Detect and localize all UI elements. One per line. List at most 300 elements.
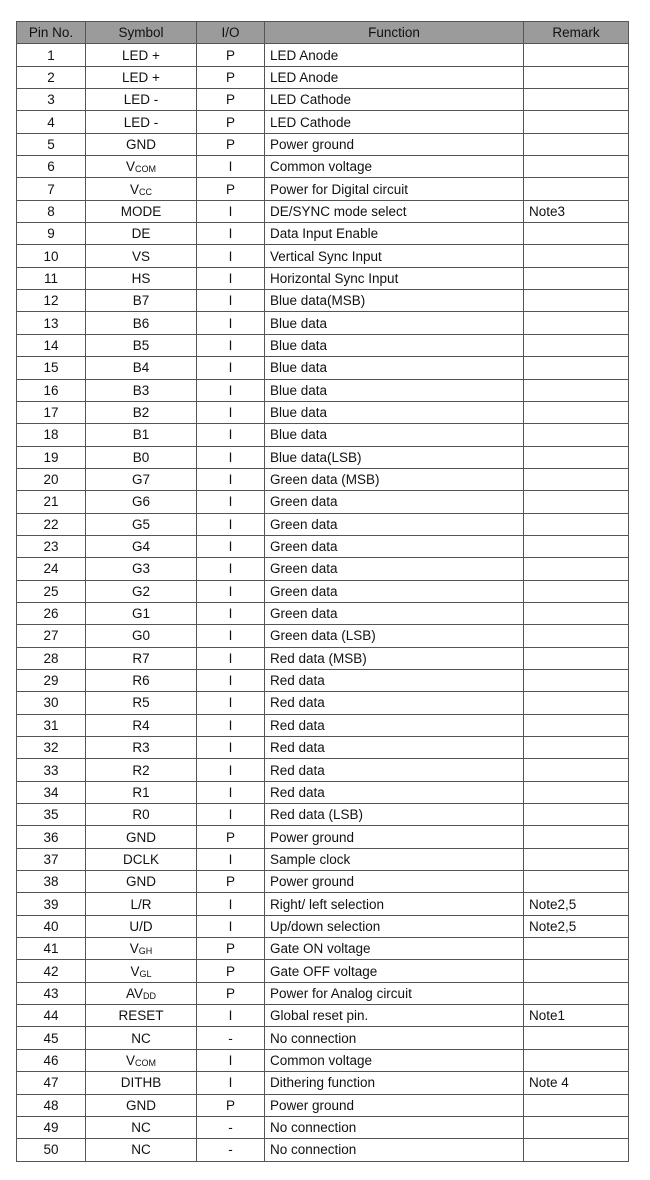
- symbol-text: GND: [126, 874, 156, 890]
- symbol-text: DCLK: [122, 851, 159, 867]
- symbol-cell: [86, 625, 197, 647]
- function-cell: Vertical Sync Input: [265, 245, 524, 267]
- symbol-cell: [86, 960, 197, 982]
- symbol-text: B2: [132, 405, 150, 421]
- remark-cell: [524, 1116, 629, 1138]
- function-cell: Global reset pin.: [265, 1005, 524, 1027]
- pin-number-cell: 9: [17, 223, 86, 245]
- function-cell: Green data: [265, 580, 524, 602]
- symbol-text: R7: [132, 650, 150, 666]
- remark-cell: [524, 759, 629, 781]
- pin-number-cell: 2: [17, 66, 86, 88]
- header-pin-no: Pin No.: [17, 22, 86, 44]
- table-row: [17, 178, 629, 200]
- symbol-text: B1: [132, 427, 150, 443]
- pin-number-cell: 39: [17, 893, 86, 915]
- symbol-cell: [86, 178, 197, 200]
- symbol-text: RESET: [118, 1008, 164, 1024]
- function-cell: Blue data: [265, 312, 524, 334]
- function-cell: Power ground: [265, 871, 524, 893]
- pin-number-cell: 43: [17, 982, 86, 1004]
- function-cell: Up/down selection: [265, 915, 524, 937]
- symbol-subscript: GH: [138, 946, 153, 957]
- table-row: [17, 334, 629, 356]
- symbol-text: G3: [131, 561, 150, 577]
- io-cell: I: [197, 1005, 265, 1027]
- symbol-cell: [86, 848, 197, 870]
- io-cell: I: [197, 357, 265, 379]
- function-cell: Blue data: [265, 424, 524, 446]
- pin-number-cell: 33: [17, 759, 86, 781]
- symbol-text: NC: [131, 1142, 151, 1158]
- symbol-text: NC: [131, 1120, 151, 1136]
- io-cell: I: [197, 714, 265, 736]
- function-cell: Dithering function: [265, 1072, 524, 1094]
- symbol-cell: [86, 804, 197, 826]
- table-row: [17, 625, 629, 647]
- remark-cell: [524, 625, 629, 647]
- io-cell: -: [197, 1139, 265, 1161]
- io-cell: I: [197, 580, 265, 602]
- remark-cell: [524, 156, 629, 178]
- table-row: [17, 915, 629, 937]
- pin-number-cell: 16: [17, 379, 86, 401]
- header-symbol: Symbol: [86, 22, 197, 44]
- table-row: [17, 424, 629, 446]
- table-row: [17, 1005, 629, 1027]
- remark-cell: [524, 714, 629, 736]
- symbol-text: B0: [132, 449, 150, 465]
- symbol-text: U/D: [129, 918, 153, 934]
- io-cell: P: [197, 1094, 265, 1116]
- function-cell: DE/SYNC mode select: [265, 200, 524, 222]
- io-cell: P: [197, 111, 265, 133]
- remark-cell: [524, 111, 629, 133]
- symbol-text: MODE: [120, 203, 162, 219]
- pin-number-cell: 15: [17, 357, 86, 379]
- pin-number-cell: 13: [17, 312, 86, 334]
- function-cell: Blue data: [265, 357, 524, 379]
- pin-number-cell: 35: [17, 804, 86, 826]
- function-cell: Power ground: [265, 1094, 524, 1116]
- function-cell: Blue data(MSB): [265, 290, 524, 312]
- io-cell: P: [197, 982, 265, 1004]
- remark-cell: [524, 826, 629, 848]
- io-cell: I: [197, 535, 265, 557]
- pin-number-cell: 18: [17, 424, 86, 446]
- table-row: [17, 714, 629, 736]
- table-row: [17, 647, 629, 669]
- remark-cell: [524, 1049, 629, 1071]
- function-cell: Red data (LSB): [265, 804, 524, 826]
- table-row: [17, 535, 629, 557]
- table-row: [17, 602, 629, 624]
- function-cell: Common voltage: [265, 1049, 524, 1071]
- io-cell: I: [197, 1072, 265, 1094]
- pin-number-cell: 1: [17, 44, 86, 66]
- pin-number-cell: 41: [17, 938, 86, 960]
- symbol-cell: [86, 267, 197, 289]
- pin-number-cell: 10: [17, 245, 86, 267]
- io-cell: P: [197, 133, 265, 155]
- table-row: [17, 826, 629, 848]
- remark-cell: [524, 223, 629, 245]
- header-remark: Remark: [524, 22, 629, 44]
- symbol-text: G5: [131, 516, 150, 532]
- pin-number-cell: 5: [17, 133, 86, 155]
- remark-cell: [524, 312, 629, 334]
- pin-number-cell: 48: [17, 1094, 86, 1116]
- symbol-cell: [86, 290, 197, 312]
- symbol-cell: [86, 714, 197, 736]
- pin-number-cell: 29: [17, 669, 86, 691]
- symbol-text: LED -: [123, 114, 159, 130]
- table-row: [17, 312, 629, 334]
- pin-number-cell: 44: [17, 1005, 86, 1027]
- symbol-subscript: GL: [139, 968, 152, 979]
- symbol-subscript: CC: [139, 186, 152, 197]
- symbol-cell: [86, 669, 197, 691]
- pin-number-cell: 23: [17, 535, 86, 557]
- header-row: [17, 22, 629, 44]
- pin-number-cell: 7: [17, 178, 86, 200]
- table-row: [17, 1027, 629, 1049]
- table-row: [17, 893, 629, 915]
- function-cell: Green data: [265, 558, 524, 580]
- remark-cell: [524, 133, 629, 155]
- pin-number-cell: 26: [17, 602, 86, 624]
- io-cell: I: [197, 915, 265, 937]
- function-cell: Right/ left selection: [265, 893, 524, 915]
- function-cell: Green data: [265, 513, 524, 535]
- remark-cell: [524, 558, 629, 580]
- table-row: [17, 513, 629, 535]
- pin-number-cell: 31: [17, 714, 86, 736]
- symbol-cell: [86, 446, 197, 468]
- pin-number-cell: 21: [17, 491, 86, 513]
- remark-cell: [524, 513, 629, 535]
- symbol-cell: [86, 915, 197, 937]
- remark-cell: Note1: [524, 1005, 629, 1027]
- io-cell: I: [197, 334, 265, 356]
- pin-number-cell: 42: [17, 960, 86, 982]
- table-body: [17, 44, 629, 1161]
- io-cell: I: [197, 491, 265, 513]
- io-cell: I: [197, 759, 265, 781]
- function-cell: Red data (MSB): [265, 647, 524, 669]
- symbol-text: AV: [125, 985, 143, 1001]
- table-row: [17, 491, 629, 513]
- symbol-cell: [86, 692, 197, 714]
- table-row: [17, 245, 629, 267]
- io-cell: P: [197, 960, 265, 982]
- function-cell: Horizontal Sync Input: [265, 267, 524, 289]
- io-cell: I: [197, 669, 265, 691]
- io-cell: P: [197, 871, 265, 893]
- pin-number-cell: 3: [17, 89, 86, 111]
- symbol-subscript: COM: [135, 164, 156, 175]
- remark-cell: [524, 357, 629, 379]
- symbol-cell: [86, 156, 197, 178]
- symbol-cell: [86, 759, 197, 781]
- function-cell: Red data: [265, 759, 524, 781]
- function-cell: Red data: [265, 737, 524, 759]
- pin-number-cell: 32: [17, 737, 86, 759]
- io-cell: I: [197, 245, 265, 267]
- symbol-text: V: [129, 181, 139, 197]
- symbol-text: R5: [132, 695, 150, 711]
- io-cell: I: [197, 781, 265, 803]
- symbol-text: B6: [132, 315, 150, 331]
- remark-cell: [524, 848, 629, 870]
- function-cell: Power for Digital circuit: [265, 178, 524, 200]
- symbol-text: V: [129, 941, 139, 957]
- io-cell: I: [197, 848, 265, 870]
- symbol-text: R1: [132, 784, 150, 800]
- pin-number-cell: 8: [17, 200, 86, 222]
- remark-cell: [524, 491, 629, 513]
- symbol-text: G6: [131, 494, 150, 510]
- remark-cell: [524, 178, 629, 200]
- symbol-cell: [86, 1049, 197, 1071]
- pin-number-cell: 38: [17, 871, 86, 893]
- remark-cell: [524, 1139, 629, 1161]
- symbol-text: G0: [131, 628, 150, 644]
- symbol-cell: [86, 1027, 197, 1049]
- remark-cell: Note 4: [524, 1072, 629, 1094]
- table-row: [17, 446, 629, 468]
- pin-number-cell: 12: [17, 290, 86, 312]
- function-cell: LED Anode: [265, 44, 524, 66]
- symbol-cell: [86, 223, 197, 245]
- function-cell: Blue data: [265, 401, 524, 423]
- remark-cell: [524, 334, 629, 356]
- function-cell: LED Cathode: [265, 111, 524, 133]
- remark-cell: [524, 781, 629, 803]
- pin-number-cell: 14: [17, 334, 86, 356]
- symbol-subscript: COM: [135, 1057, 156, 1068]
- symbol-text: LED +: [122, 69, 160, 85]
- symbol-cell: [86, 1094, 197, 1116]
- function-cell: Power ground: [265, 826, 524, 848]
- symbol-cell: [86, 200, 197, 222]
- table-row: [17, 1072, 629, 1094]
- function-cell: Power for Analog circuit: [265, 982, 524, 1004]
- table-row: [17, 781, 629, 803]
- symbol-text: R4: [132, 717, 150, 733]
- symbol-text: GND: [126, 1097, 156, 1113]
- symbol-text: DE: [131, 226, 151, 242]
- symbol-text: G1: [131, 606, 150, 622]
- symbol-cell: [86, 468, 197, 490]
- pin-number-cell: 47: [17, 1072, 86, 1094]
- remark-cell: [524, 66, 629, 88]
- function-cell: Blue data(LSB): [265, 446, 524, 468]
- symbol-text: B4: [132, 360, 150, 376]
- pin-number-cell: 45: [17, 1027, 86, 1049]
- pin-number-cell: 4: [17, 111, 86, 133]
- function-cell: Red data: [265, 714, 524, 736]
- function-cell: Blue data: [265, 379, 524, 401]
- table-row: [17, 111, 629, 133]
- io-cell: -: [197, 1116, 265, 1138]
- remark-cell: [524, 245, 629, 267]
- table-row: [17, 133, 629, 155]
- symbol-text: B5: [132, 337, 150, 353]
- io-cell: I: [197, 893, 265, 915]
- symbol-cell: [86, 580, 197, 602]
- io-cell: I: [197, 737, 265, 759]
- symbol-cell: [86, 602, 197, 624]
- io-cell: P: [197, 826, 265, 848]
- io-cell: I: [197, 290, 265, 312]
- io-cell: I: [197, 692, 265, 714]
- pin-number-cell: 11: [17, 267, 86, 289]
- io-cell: I: [197, 625, 265, 647]
- io-cell: P: [197, 44, 265, 66]
- table-row: [17, 804, 629, 826]
- symbol-text: L/R: [130, 896, 152, 912]
- table-row: [17, 1094, 629, 1116]
- remark-cell: Note2,5: [524, 915, 629, 937]
- remark-cell: [524, 737, 629, 759]
- remark-cell: [524, 938, 629, 960]
- symbol-text: B7: [132, 293, 150, 309]
- io-cell: I: [197, 267, 265, 289]
- io-cell: P: [197, 89, 265, 111]
- table-row: [17, 156, 629, 178]
- io-cell: I: [197, 602, 265, 624]
- function-cell: No connection: [265, 1139, 524, 1161]
- io-cell: I: [197, 379, 265, 401]
- symbol-cell: [86, 737, 197, 759]
- pin-number-cell: 20: [17, 468, 86, 490]
- remark-cell: [524, 602, 629, 624]
- symbol-text: G4: [131, 539, 150, 555]
- io-cell: I: [197, 156, 265, 178]
- function-cell: No connection: [265, 1027, 524, 1049]
- table-header: [17, 22, 629, 44]
- symbol-cell: [86, 66, 197, 88]
- symbol-text: VS: [131, 248, 150, 264]
- symbol-text: NC: [131, 1030, 151, 1046]
- symbol-cell: [86, 379, 197, 401]
- function-cell: Red data: [265, 669, 524, 691]
- io-cell: I: [197, 223, 265, 245]
- function-cell: Green data: [265, 491, 524, 513]
- symbol-cell: [86, 781, 197, 803]
- table-row: [17, 580, 629, 602]
- table-row: [17, 468, 629, 490]
- io-cell: I: [197, 513, 265, 535]
- pin-number-cell: 34: [17, 781, 86, 803]
- remark-cell: [524, 982, 629, 1004]
- function-cell: Green data: [265, 535, 524, 557]
- remark-cell: [524, 290, 629, 312]
- io-cell: I: [197, 468, 265, 490]
- symbol-text: R6: [132, 673, 150, 689]
- function-cell: Data Input Enable: [265, 223, 524, 245]
- function-cell: Sample clock: [265, 848, 524, 870]
- symbol-text: R2: [132, 762, 150, 778]
- function-cell: Green data (MSB): [265, 468, 524, 490]
- symbol-cell: [86, 938, 197, 960]
- symbol-cell: [86, 513, 197, 535]
- function-cell: LED Cathode: [265, 89, 524, 111]
- remark-cell: Note3: [524, 200, 629, 222]
- table-row: [17, 357, 629, 379]
- symbol-cell: [86, 893, 197, 915]
- header-function: Function: [265, 22, 524, 44]
- table-row: [17, 960, 629, 982]
- pin-number-cell: 49: [17, 1116, 86, 1138]
- symbol-text: R0: [132, 807, 150, 823]
- symbol-cell: [86, 982, 197, 1004]
- symbol-cell: [86, 245, 197, 267]
- function-cell: No connection: [265, 1116, 524, 1138]
- symbol-cell: [86, 133, 197, 155]
- pin-assignment-table: [16, 21, 629, 1162]
- symbol-cell: [86, 1139, 197, 1161]
- symbol-cell: [86, 491, 197, 513]
- symbol-text: R3: [132, 740, 150, 756]
- symbol-text: B3: [132, 382, 150, 398]
- io-cell: P: [197, 938, 265, 960]
- table-row: [17, 938, 629, 960]
- function-cell: Common voltage: [265, 156, 524, 178]
- symbol-cell: [86, 1072, 197, 1094]
- table-row: [17, 223, 629, 245]
- remark-cell: [524, 267, 629, 289]
- symbol-cell: [86, 558, 197, 580]
- pin-number-cell: 25: [17, 580, 86, 602]
- table-row: [17, 669, 629, 691]
- symbol-text: V: [130, 963, 140, 979]
- function-cell: LED Anode: [265, 66, 524, 88]
- pin-number-cell: 28: [17, 647, 86, 669]
- pin-number-cell: 37: [17, 848, 86, 870]
- table-row: [17, 848, 629, 870]
- io-cell: I: [197, 312, 265, 334]
- symbol-text: V: [125, 159, 135, 175]
- symbol-text: LED +: [122, 47, 160, 63]
- table-row: [17, 759, 629, 781]
- symbol-cell: [86, 44, 197, 66]
- table-row: [17, 558, 629, 580]
- table-row: [17, 982, 629, 1004]
- pin-number-cell: 24: [17, 558, 86, 580]
- symbol-cell: [86, 424, 197, 446]
- remark-cell: [524, 580, 629, 602]
- function-cell: Blue data: [265, 334, 524, 356]
- remark-cell: [524, 424, 629, 446]
- function-cell: Green data: [265, 602, 524, 624]
- symbol-text: GND: [126, 136, 156, 152]
- remark-cell: [524, 401, 629, 423]
- pin-number-cell: 27: [17, 625, 86, 647]
- header-io: I/O: [197, 22, 265, 44]
- table-row: [17, 290, 629, 312]
- remark-cell: [524, 960, 629, 982]
- symbol-text: HS: [131, 270, 151, 286]
- io-cell: -: [197, 1027, 265, 1049]
- table-row: [17, 66, 629, 88]
- remark-cell: [524, 535, 629, 557]
- pin-number-cell: 6: [17, 156, 86, 178]
- table-row: [17, 692, 629, 714]
- symbol-cell: [86, 1116, 197, 1138]
- io-cell: I: [197, 558, 265, 580]
